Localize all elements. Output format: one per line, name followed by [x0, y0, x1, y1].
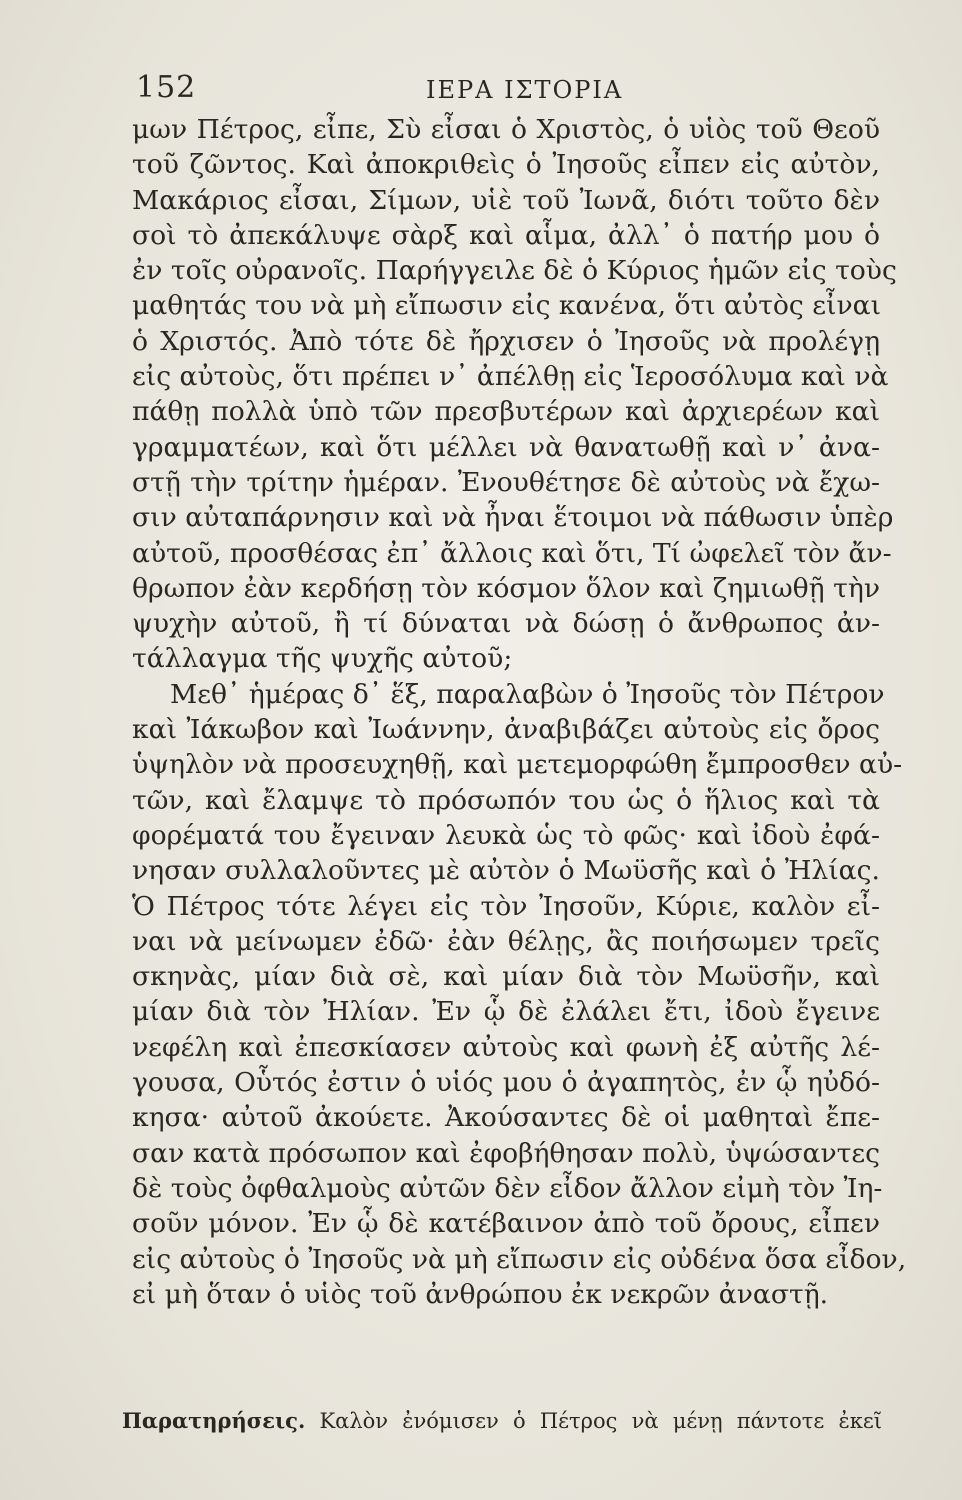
- text-line: εἰς αὐτοὺς, ὅτι πρέπει ν᾽ ἀπέλθῃ εἰς Ἱεροσόλυμα καὶ νὰ: [132, 361, 889, 393]
- text-line: φορέματά του ἔγειναν λευκὰ ὡς τὸ φῶς· καὶ ἰδοὺ ἐφά-: [132, 819, 880, 851]
- text-line: γουσα, Οὗτός ἐστιν ὁ υἱός μου ὁ ἀγαπητὸς, ἐν ᾧ ηὐδό-: [132, 1067, 880, 1099]
- text-line: τάλλαγμα τῆς ψυχῆς αὐτοῦ;: [132, 643, 513, 675]
- body-text: [132, 112, 907, 1312]
- text-line: τῶν, καὶ ἔλαμψε τὸ πρόσωπόν του ὡς ὁ ἥλιος καὶ τὰ: [132, 784, 880, 816]
- text-line: νησαν συλλαλοῦντες μὲ αὐτὸν ὁ Μωϋσῆς καὶ ὁ Ἠλίας.: [132, 855, 880, 887]
- footnote: [122, 1408, 882, 1433]
- text-line: κησα· αὐτοῦ ἀκούετε. Ἀκούσαντες δὲ οἱ μαθηταὶ ἔπε-: [132, 1102, 880, 1134]
- text-line: εἰ μὴ ὅταν ὁ υἱὸς τοῦ ἀνθρώπου ἐκ νεκρῶν ἀναστῇ.: [132, 1278, 829, 1310]
- text-line: μων Πέτρος, εἶπε, Σὺ εἶσαι ὁ Χριστὸς, ὁ υἱὸς τοῦ Θεοῦ: [132, 114, 880, 145]
- text-line: μίαν διὰ τὸν Ἠλίαν. Ἐν ᾧ δὲ ἐλάλει ἔτι, ἰδοὺ ἔγεινε: [132, 996, 880, 1028]
- text-line: σοῦν μόνον. Ἐν ᾧ δὲ κατέβαινον ἀπὸ τοῦ ὄρους, εἶπεν: [132, 1208, 880, 1240]
- page-header: [136, 70, 876, 110]
- text-line: Μακάριος εἶσαι, Σίμων, υἱὲ τοῦ Ἰωνᾶ, διότι τοῦτο δὲν: [132, 184, 880, 216]
- footnote-label: Παρατηρήσεις.: [122, 1408, 306, 1433]
- text-line: τοῦ ζῶντος. Καὶ ἀποκριθεὶς ὁ Ἰησοῦς εἶπεν εἰς αὐτὸν,: [132, 149, 880, 181]
- text-line: καὶ Ἰάκωβον καὶ Ἰωάννην, ἀναβιβάζει αὐτοὺς εἰς ὄρος: [132, 714, 880, 746]
- text-line: στῇ τὴν τρίτην ἡμέραν. Ἐνουθέτησε δὲ αὐτοὺς νὰ ἔχω-: [132, 466, 880, 498]
- text-line: σκηνὰς, μίαν διὰ σὲ, καὶ μίαν διὰ τὸν Μωϋσῆν, καὶ: [132, 961, 880, 993]
- text-line: θρωπον ἐὰν κερδήσῃ τὸν κόσμον ὅλον καὶ ζημιωθῇ τὴν: [132, 572, 880, 604]
- text-line: γραμματέων, καὶ ὅτι μέλλει νὰ θανατωθῇ καὶ ν᾽ ἀνα-: [132, 431, 880, 463]
- text-line: Ὁ Πέτρος τότε λέγει εἰς τὸν Ἰησοῦν, Κύριε, καλὸν εἶ-: [132, 890, 880, 922]
- text-line: ὑψηλὸν νὰ προσευχηθῇ, καὶ μετεμορφώθη ἔμπροσθεν αὐ-: [132, 749, 903, 781]
- page-number: 152: [136, 70, 197, 105]
- footnote-text: Καλὸν ἐνόμισεν ὁ Πέτρος νὰ μένῃ πάντοτε ἐκεῖ: [319, 1409, 882, 1433]
- text-line: νεφέλη καὶ ἐπεσκίασεν αὐτοὺς καὶ φωνὴ ἐξ αὐτῆς λέ-: [132, 1031, 880, 1063]
- text-line: Μεθ᾽ ἡμέρας δ᾽ ἕξ, παραλαβὼν ὁ Ἰησοῦς τὸν Πέτρον: [170, 678, 885, 710]
- text-line: εἰς αὐτοὺς ὁ Ἰησοῦς νὰ μὴ εἴπωσιν εἰς οὐδένα ὅσα εἶδον,: [132, 1243, 907, 1275]
- text-line: πάθῃ πολλὰ ὑπὸ τῶν πρεσβυτέρων καὶ ἀρχιερέων καὶ: [132, 396, 880, 428]
- text-line: δὲ τοὺς ὀφθαλμοὺς αὐτῶν δὲν εἶδον ἄλλον εἰμὴ τὸν Ἰη-: [132, 1172, 883, 1204]
- running-title: ΙΕΡΑ ΙΣΤΟΡΙΑ: [426, 76, 624, 104]
- text-line: ἐν τοῖς οὐρανοῖς. Παρήγγειλε δὲ ὁ Κύριος ἡμῶν εἰς τοὺς: [132, 255, 897, 287]
- text-line: ναι νὰ μείνωμεν ἐδῶ· ἐὰν θέλῃς, ἂς ποιήσωμεν τρεῖς: [132, 925, 880, 957]
- text-line: σοὶ τὸ ἀπεκάλυψε σὰρξ καὶ αἷμα, ἀλλ᾽ ὁ πατήρ μου ὁ: [132, 219, 880, 251]
- text-line: αὐτοῦ, προσθέσας ἐπ᾽ ἄλλοις καὶ ὅτι, Τί ὠφελεῖ τὸν ἄν-: [132, 537, 892, 569]
- text-line: σιν αὐταπάρνησιν καὶ νὰ ἦναι ἕτοιμοι νὰ πάθωσιν ὑπὲρ: [132, 502, 894, 534]
- text-line: ὁ Χριστός. Ἀπὸ τότε δὲ ἤρχισεν ὁ Ἰησοῦς νὰ προλέγῃ: [132, 325, 880, 357]
- text-line: ψυχὴν αὐτοῦ, ἢ τί δύναται νὰ δώσῃ ὁ ἄνθρωπος ἀν-: [132, 608, 880, 640]
- text-line: σαν κατὰ πρόσωπον καὶ ἐφοβήθησαν πολὺ, ὑψώσαντες: [132, 1137, 880, 1169]
- text-line: μαθητάς του νὰ μὴ εἴπωσιν εἰς κανένα, ὅτι αὐτὸς εἶναι: [132, 290, 882, 322]
